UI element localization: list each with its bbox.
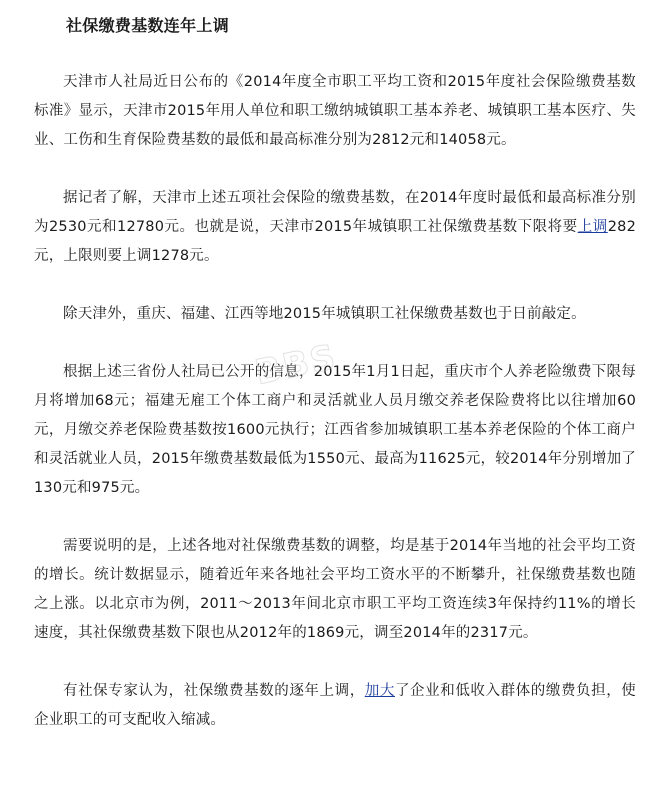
paragraph-4: 根据上述三省份人社局已公开的信息，2015年1月1日起，重庆市个人养老险缴费下限每月将增加68元；福建无雇工个体工商户和灵活就业人员月缴交养老保险费将比以往增加60元，月缴交养老保险费基数按1600元执行；江西省参加城镇职工基本养老保险的个体工商户和灵活就业人员，2015年缴费基数最低为1550元、最高为11625元，较2014年分别增加了130元和975元。 [34, 364, 636, 496]
paragraph-1: 天津市人社局近日公布的《2014年度全市职工平均工资和2015年度社会保险缴费基数标准》显示，天津市2015年用人单位和职工缴纳城镇职工基本养老、城镇职工基本医疗、失业、工伤和生育保险费基数的最低和最高标准分别为2812元和14058元。 [34, 74, 636, 148]
paragraph-3: 除天津外，重庆、福建、江西等地2015年城镇职工社保缴费基数也于日前敲定。 [63, 306, 586, 322]
paragraph-2-text-b: 282元，上限则要上调1278元。 [34, 219, 636, 264]
paragraph-6-text-a: 有社保专家认为，社保缴费基数的逐年上调， [63, 683, 365, 699]
paragraph-5: 需要说明的是，上述各地对社保缴费基数的调整，均是基于2014年当地的社会平均工资的增长。统计数据显示，随着近年来各地社会平均工资水平的不断攀升，社保缴费基数也随之上涨。以北京市为例，2011～2013年间北京市职工平均工资连续3年保持约11%的增长速度，其社保缴费基数下限也从2012年的1869元，调至2014年的2317元。 [34, 538, 636, 641]
watermark-logo: BBS [251, 336, 341, 394]
paragraph-6 [34, 677, 636, 735]
paragraph-2-text-a: 据记者了解，天津市上述五项社会保险的缴费基数，在2014年度时最低和最高标准分别为2530元和12780元。也就是说，天津市2015年城镇职工社保缴费基数下限将要 [34, 190, 636, 235]
jiada-link[interactable]: 加大 [364, 683, 395, 699]
article-title: 社保缴费基数连年上调 [66, 16, 230, 35]
paragraph-6-text-b: 了企业和低收入群体的缴费负担，使企业职工的可支配收入缩减。 [34, 683, 637, 728]
paragraph-2 [34, 184, 636, 271]
shangtiao-link[interactable]: 上调 [577, 219, 608, 235]
article [34, 0, 636, 735]
